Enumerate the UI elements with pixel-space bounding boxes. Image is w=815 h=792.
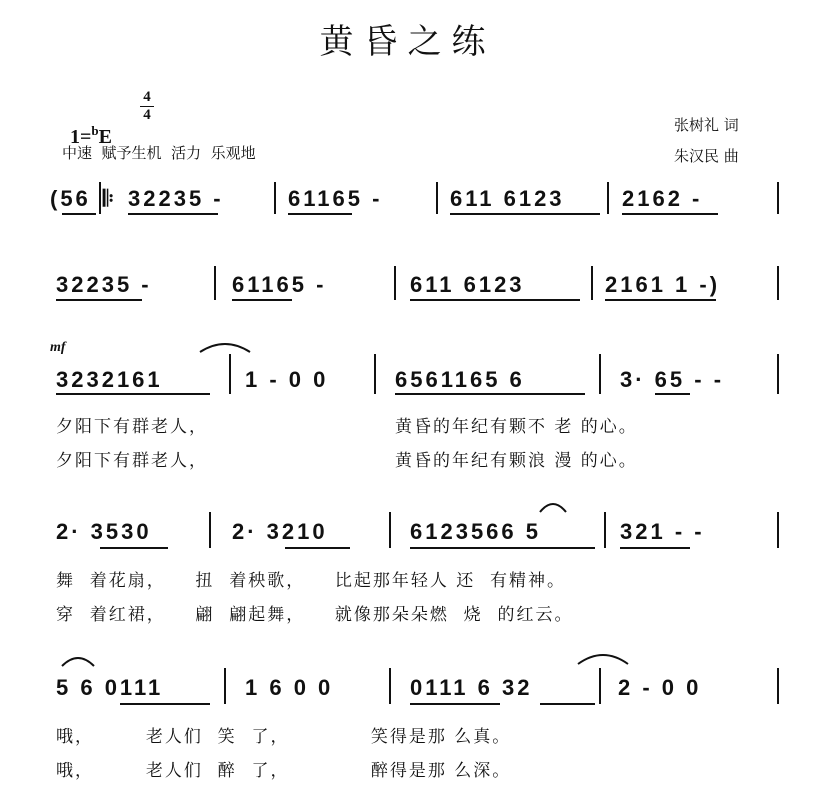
slur bbox=[62, 658, 94, 666]
system1-measure3: 611 6123 bbox=[450, 186, 565, 211]
system3-lyric1-part1: 夕阳下有群老人， bbox=[56, 417, 208, 437]
system4-measure1: 2· 3530 bbox=[56, 519, 152, 544]
system5-measure1: 5 6 0111 bbox=[56, 675, 164, 700]
system4-measure2: 2· 3210 bbox=[232, 519, 328, 544]
system3-lyric1-part2: 黄昏的年纪有颗不 老 的心。 bbox=[395, 417, 638, 437]
system4-lyric1: 舞 着花扇， 扭 着秧歌， 比起那年轻人 还 有精神。 bbox=[56, 571, 567, 591]
system2-measure3: 611 6123 bbox=[410, 272, 525, 297]
slur bbox=[578, 655, 628, 664]
system3-lyric2-part2: 黄昏的年纪有颗浪 漫 的心。 bbox=[395, 451, 638, 471]
song-title: 黄昏之练 bbox=[319, 22, 496, 62]
system2-measure1: 32235 - bbox=[56, 272, 152, 297]
dynamic-marking: mf bbox=[50, 340, 66, 355]
system1-measure4: 2162 - bbox=[622, 186, 703, 211]
slur bbox=[200, 344, 250, 352]
system3-measure2: 1 - 0 0 bbox=[245, 367, 329, 392]
system5-measure4: 2 - 0 0 bbox=[618, 675, 702, 700]
lyricist: 张树礼 词 bbox=[674, 116, 739, 134]
repeat-sign: 𝄆 bbox=[103, 186, 117, 211]
key-note: E bbox=[98, 126, 112, 148]
system5-measure3: 0111 6 32 bbox=[410, 675, 533, 700]
slur bbox=[540, 504, 566, 512]
system5-lyric2: 哦， 老人们 醉 了， 醉得是那 么深。 bbox=[56, 761, 512, 781]
system1-measure1: 32235 - bbox=[128, 186, 224, 211]
system5-measure2: 1 6 0 0 bbox=[245, 675, 334, 700]
system3-measure4: 3· 65 - - bbox=[620, 367, 725, 392]
system3-lyric2-part1: 夕阳下有群老人， bbox=[56, 451, 208, 471]
system2-measure4: 2161 1 -) bbox=[605, 272, 721, 297]
composer: 朱汉民 曲 bbox=[674, 147, 739, 165]
system4-lyric2: 穿 着红裙， 翩 翩起舞， 就像那朵朵燃 烧 的红云。 bbox=[56, 605, 574, 625]
system3-measure3: 6561165 6 bbox=[395, 367, 525, 392]
time-signature-top: 4 bbox=[143, 89, 151, 105]
tempo-marking: 中速 赋予生机 活力 乐观地 bbox=[62, 144, 256, 162]
time-signature-bottom: 4 bbox=[143, 107, 151, 123]
system4-measure4: 321 - - bbox=[620, 519, 705, 544]
system2-measure2: 61165 - bbox=[232, 272, 327, 297]
key-prefix: 1= bbox=[70, 126, 92, 148]
system1-intro: (56 bbox=[50, 186, 91, 211]
system1-measure2: 61165 - bbox=[288, 186, 383, 211]
system3-measure1: 3232161 bbox=[56, 367, 163, 392]
flat-sign: b bbox=[91, 123, 99, 138]
system4-measure3: 6123566 5 bbox=[410, 519, 541, 544]
system5-lyric1: 哦， 老人们 笑 了， 笑得是那 么真。 bbox=[56, 727, 512, 747]
